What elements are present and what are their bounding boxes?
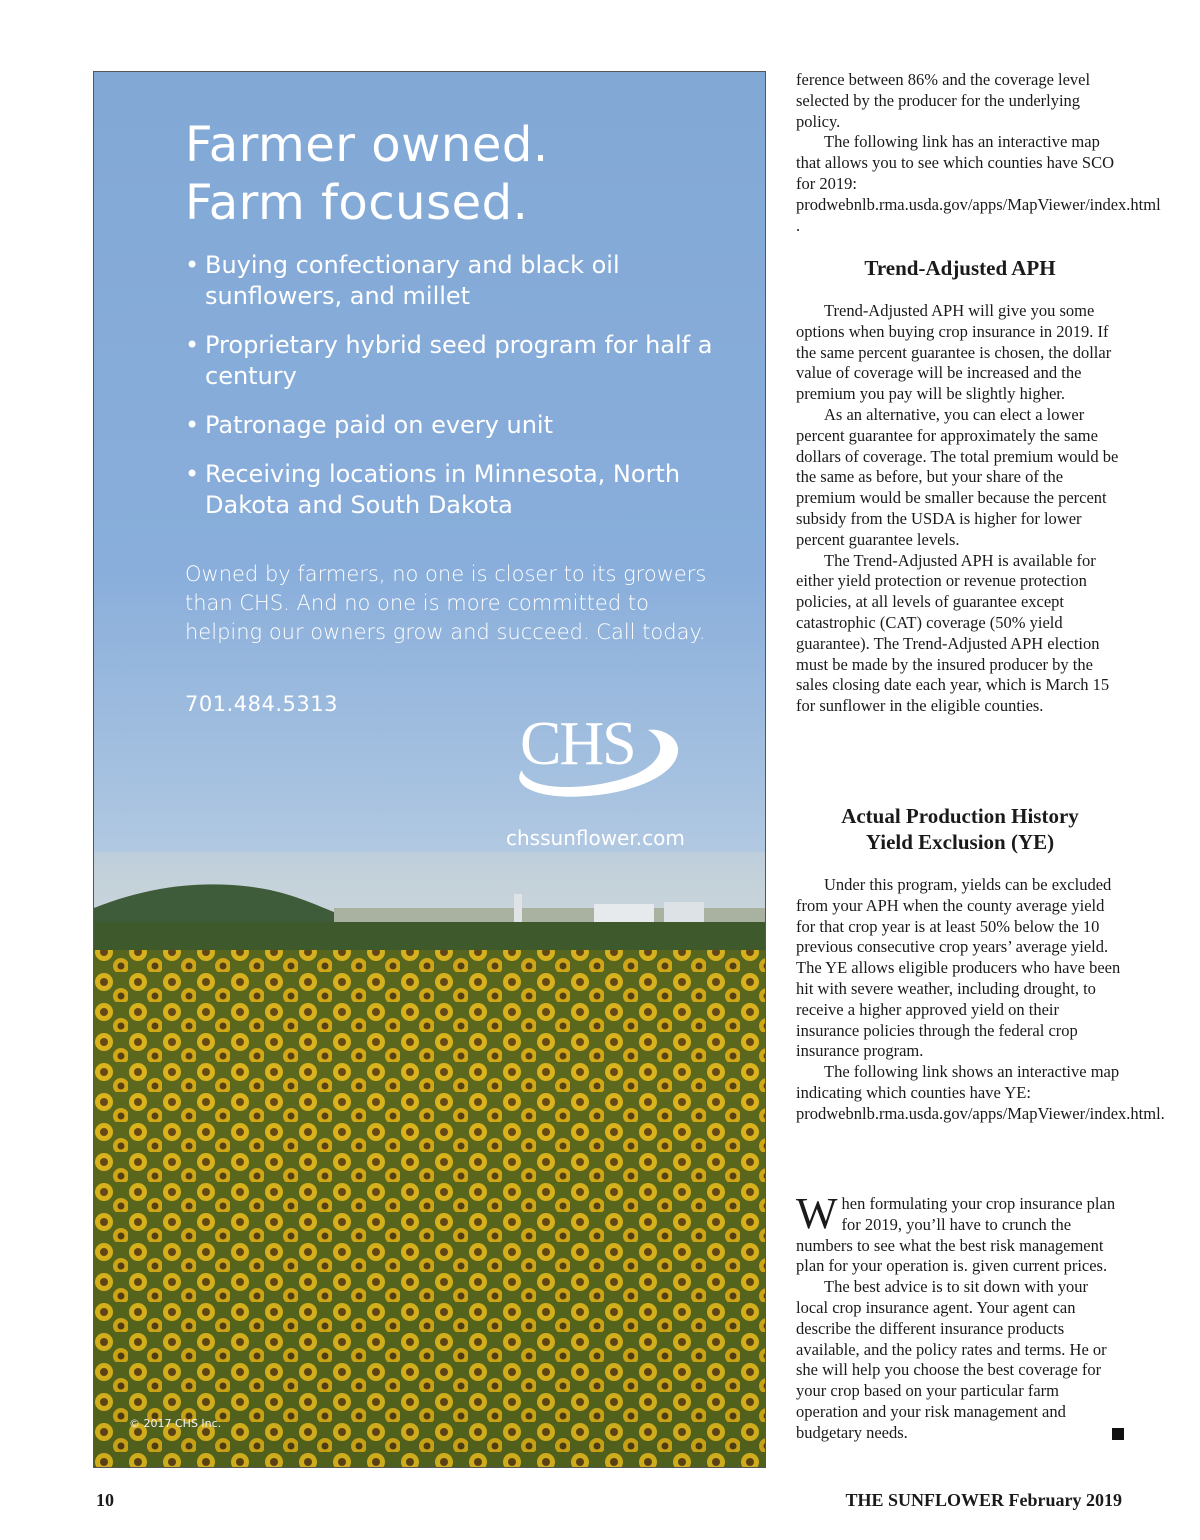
section-heading [796, 803, 1124, 855]
ad-headline [185, 116, 549, 232]
ad-bullet: • Buying confectionary and black oil sunflowers, and millet [185, 250, 725, 312]
ad-phone-number: 701.484.5313 [185, 692, 338, 716]
sunflower-field-photo [94, 852, 766, 1468]
ad-body-text: Owned by farmers, no one is closer to its growers than CHS. And no one is more committed to helping our owners grow and succeed. Call today. [185, 562, 707, 644]
section-heading-line-2: Yield Exclusion (YE) [865, 830, 1055, 854]
section-trend-adjusted-aph [796, 255, 1124, 717]
article-paragraph: ference between 86% and the coverage level selected by the producer for the underlying policy. [796, 70, 1091, 131]
ad-headline-line-1: Farmer owned. [185, 117, 549, 173]
article-paragraph: The following link has an interactive map that allows you to see which counties have SCO for 2019: prodwebnlb.rma.usda.gov/apps/MapViewer/index.html . [796, 132, 1161, 235]
closing-text: hen formulating your crop insurance plan for 2019, you’ll have to crunch the numbers to see what the best risk management plan for your operation is. given current prices. [796, 1194, 1116, 1276]
end-mark-icon [1112, 1428, 1124, 1440]
closing-text: The best advice is to sit down with your local crop insurance agent. Your agent can describe the different insurance products available, and the policy rates and terms. He or she will help you choose the best coverage for your crop based on your particular farm operation and your risk management and budgetary needs. [796, 1277, 1107, 1442]
article-paragraph: Under this program, yields can be excluded from your APH when the county average yield for that crop year is at least 50% below the 10 previous consecutive crop years’ average yield. The YE allows eligible producers who have been hit with severe weather, including drought, to receive a higher approved yield on their insurance policies through the federal crop insurance program. [796, 875, 1121, 1061]
ad-website-url: chssunflower.com [506, 826, 685, 850]
ad-bullet: • Proprietary hybrid seed program for half a century [185, 330, 725, 392]
ad-bullet: • Receiving locations in Minnesota, North Dakota and South Dakota [185, 459, 725, 521]
ad-copyright: © 2017 CHS Inc. [129, 1417, 222, 1430]
ad-headline-line-2: Farm focused. [185, 175, 529, 231]
publication-footer: THE SUNFLOWER February 2019 [845, 1490, 1122, 1510]
article-paragraph: The Trend-Adjusted APH is available for either yield protection or revenue protection policies, at all levels of guarantee except catastrophic (CAT) coverage (50% yield guarantee). The Trend-Adjusted APH election must be made by the insured producer by the sales closing date each year, which is March 15 for sunflower in the eligible counties. [796, 550, 1110, 716]
section-heading: Trend-Adjusted APH [864, 256, 1056, 280]
article-paragraph [796, 1277, 1124, 1443]
svg-text:CHS: CHS [520, 710, 635, 778]
section-heading-line-1: Actual Production History [841, 804, 1079, 828]
ad-bullet-list [185, 250, 725, 539]
ad-bullet: • Patronage paid on every unit [185, 410, 725, 441]
article-paragraph [796, 1189, 1124, 1277]
article-closing [796, 1189, 1124, 1444]
article-intro [796, 70, 1161, 236]
article-paragraph: The following link shows an interactive map indicating which counties have YE: prodwebnlb.rma.usda.gov/apps/MapViewer/index.html. [796, 1062, 1165, 1123]
page-number: 10 [96, 1490, 114, 1510]
article-paragraph: As an alternative, you can elect a lower percent guarantee for approximately the same dollars of coverage. The total premium would be the same as before, but your share of the premium would be smaller because the percent subsidy from the USDA is higher for lower percent guarantee levels. [796, 404, 1119, 549]
article-paragraph: Trend-Adjusted APH will give you some options when buying crop insurance in 2019. If the same percent guarantee is chosen, the dollar value of coverage will be increased and the premium you pay will be slightly higher. [796, 301, 1112, 404]
chs-advertisement [93, 71, 766, 1468]
section-yield-exclusion [796, 803, 1165, 1125]
chs-logo [508, 700, 686, 808]
drop-cap: W [796, 1189, 838, 1238]
